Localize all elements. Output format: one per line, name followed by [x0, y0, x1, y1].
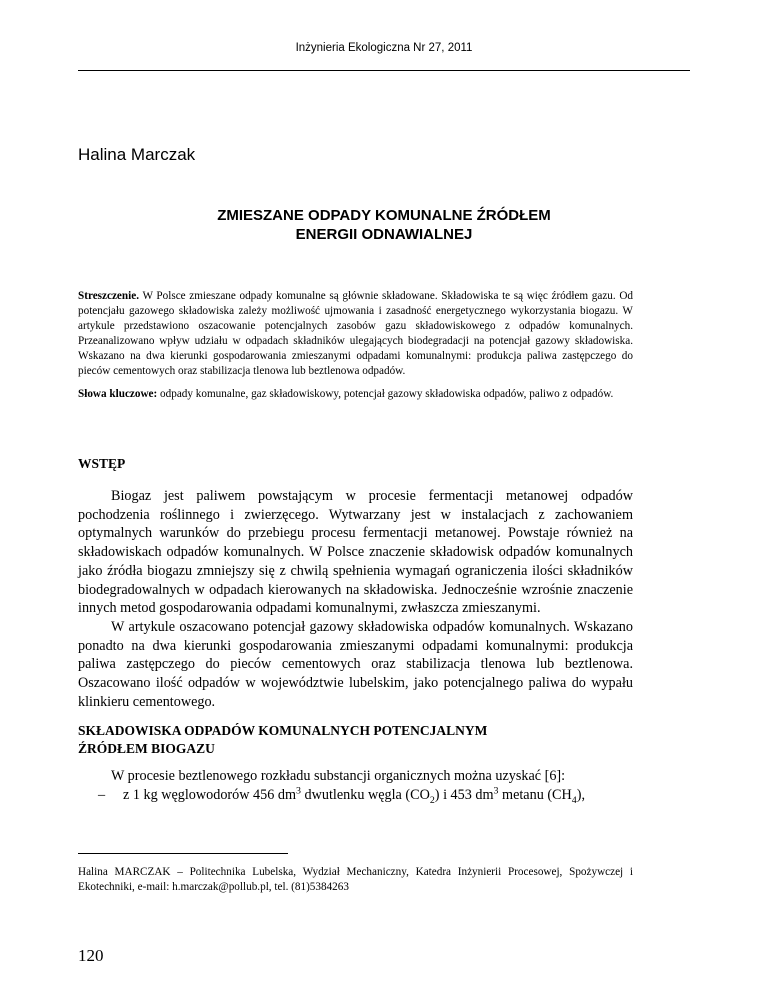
landfill-intro: W procesie beztlenowego rozkładu substancji organicznych można uzyskać [6]:: [111, 768, 566, 784]
title-line-1: ZMIESZANE ODPADY KOMUNALNE ŹRÓDŁEM: [217, 207, 551, 224]
section-heading-line-2: ŹRÓDŁEM BIOGAZU: [78, 741, 215, 756]
landfill-body: [78, 767, 633, 786]
section-heading-landfills: [78, 722, 487, 758]
paper-title: [78, 206, 690, 244]
abstract-text: W Polsce zmieszane odpady komunalne są głównie składowane. Składowiska te są więc źródłem gazu. Od potencjału gazowego składowiska zależy możliwość ujmowania i zasadność energetycznego wykorzystania biogazu. W artykule przedstawiono oszacowanie potencjalnych zasobów gazu składowiskowego z odpadów komunalnych. Przeanalizowano wpływ udziału w odpadach składników ulegających biodegradacji na potencjał gazowy składowiska. Wskazano na dwa kierunki gospodarowania zmieszanymi odpadami komunalnymi: produkcja paliwa zastępczego do pieców cementowych oraz stabilizacja tlenowa lub beztlenowa odpadów.: [78, 290, 633, 377]
title-line-2: ENERGII ODNAWIALNEJ: [295, 226, 473, 243]
intro-paragraph-2: W artykule oszacowano potencjał gazowy składowiska odpadów komunalnych. Wskazano ponadto na dwa kierunki gospodarowania zmieszanymi odpadami komunalnymi: produkcja paliwa zastępczego do pieców cementowych oraz stabilizacja tlenowa lub beztlenowa. Oszacowano ilość odpadów w województwie lubelskim, jako potencjalnego paliwa do wypału klinkieru cementowego.: [78, 618, 633, 710]
author-footnote: Halina MARCZAK – Politechnika Lubelska, Wydział Mechaniczny, Katedra Inżynierii Procesowej, Spożywczej i Ekotechniki, e-mail: h.marczak@pollub.pl, tel. (81)5384263: [78, 866, 633, 893]
abstract: [78, 289, 633, 379]
journal-header: Inżynieria Ekologiczna Nr 27, 2011: [295, 42, 473, 54]
keywords: [78, 387, 633, 402]
page-number: 120: [78, 946, 104, 965]
intro-body: [78, 487, 633, 711]
list-dash: –: [98, 787, 106, 803]
section-heading-line-1: SKŁADOWISKA ODPADÓW KOMUNALNYCH POTENCJALNYM: [78, 723, 488, 738]
footnote-divider: [78, 853, 288, 854]
header-divider: [78, 70, 690, 71]
keywords-text: odpady komunalne, gaz składowiskowy, potencjał gazowy składowiska odpadów, paliwo z odpadów.: [160, 388, 614, 400]
abstract-label: Streszczenie.: [78, 290, 139, 302]
section-heading-intro: WSTĘP: [78, 456, 126, 471]
author-name: Halina Marczak: [78, 145, 196, 164]
gas-yield-list: [78, 786, 633, 805]
keywords-label: Słowa kluczowe:: [78, 388, 158, 400]
intro-paragraph-1: Biogaz jest paliwem powstającym w procesie fermentacji metanowej odpadów pochodzenia roślinnego i zwierzęcego. Wytwarzany jest w instalacjach z zachowaniem optymalnych warunków do przebiegu procesu fermentacji metanowej. Powstaje również na składowiskach odpadów komunalnych. W Polsce znaczenie składowisk odpadów komunalnych jako źródła biogazu zmniejszy się z chwilą spełnienia wymagań ograniczenia ilości składników biodegradowalnych w odpadach kierowanych na składowiska. Jednocześnie wzrośnie znaczenie innych metod gospodarowania odpadami komunalnymi, zwłaszcza zmieszanymi.: [78, 488, 633, 617]
list-item: – z 1 kg węglowodorów 456 $dm^3$ dwutlenku węgla $(CO_2)$ i 453 $dm^3$ metanu $(CH_4)$,: [98, 785, 586, 806]
